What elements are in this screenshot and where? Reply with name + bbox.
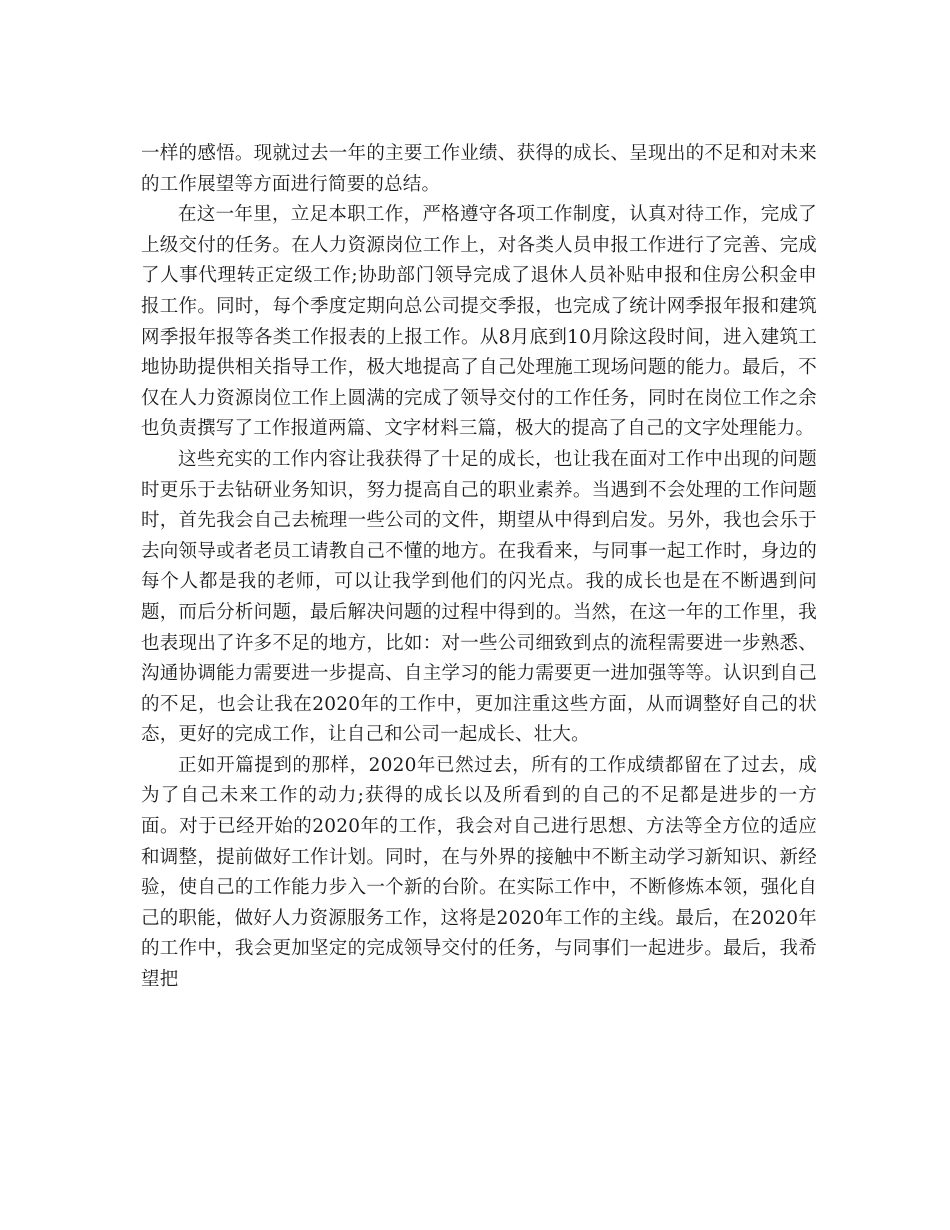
paragraph-2: 在这一年里，立足本职工作，严格遵守各项工作制度，认真对待工作，完成了上级交付的任务。在人力资源岗位工作上，对各类人员申报工作进行了完善、完成了人事代理转正定级工作;协助部门领导完成了退休人员补贴申报和住房公积金申报工作。同时，每个季度定期向总公司提交季报，也完成了统计网季报年报和建筑网季报年报等各类工作报表的上报工作。从8月底到10月除这段时间，进入建筑工地协助提供相关指导工作，极大地提高了自己处理施工现场问题的能力。最后，不仅在人力资源岗位工作上圆满的完成了领导交付的工作任务，同时在岗位工作之余也负责撰写了工作报道两篇、文字材料三篇，极大的提高了自己的文字处理能力。 bbox=[141, 204, 817, 440]
paragraph-4: 正如开篇提到的那样，2020年已然过去，所有的工作成绩都留在了过去，成为了自己未来工作的动力;获得的成长以及所看到的自己的不足都是进步的一方面。对于已经开始的2020年的工作，我会对自己进行思想、方法等全方位的适应和调整，提前做好工作计划。同时，在与外界的接触中不断主动学习新知识、新经验，使自己的工作能力步入一个新的台阶。在实际工作中，不断修炼本领，强化自己的职能，做好人力资源服务工作，这将是2020年工作的主线。最后，在2020年的工作中，我会更加坚定的完成领导交付的任务，与同事们一起进步。最后，我希望把 bbox=[141, 754, 817, 991]
document-body bbox=[141, 139, 817, 996]
paragraph-1: 一样的感悟。现就过去一年的主要工作业绩、获得的成长、呈现出的不足和对未来的工作展望等方面进行简要的总结。 bbox=[141, 143, 817, 195]
paragraph-3: 这些充实的工作内容让我获得了十足的成长，也让我在面对工作中出现的问题时更乐于去钻研业务知识，努力提高自己的职业素养。当遇到不会处理的工作问题时，首先我会自己去梳理一些公司的文件，期望从中得到启发。另外，我也会乐于去向领导或者老员工请教自己不懂的地方。在我看来，与同事一起工作时，身边的每个人都是我的老师，可以让我学到他们的闪光点。我的成长也是在不断遇到问题，而后分析问题，最后解决问题的过程中得到的。当然，在这一年的工作里，我也表现出了许多不足的地方，比如：对一些公司细致到点的流程需要进一步熟悉、沟通协调能力需要进一步提高、自主学习的能力需要更一进加强等等。认识到自己的不足，也会让我在2020年的工作中，更加注重这些方面，从而调整好自己的状态，更好的完成工作，让自己和公司一起成长、壮大。 bbox=[141, 448, 817, 746]
